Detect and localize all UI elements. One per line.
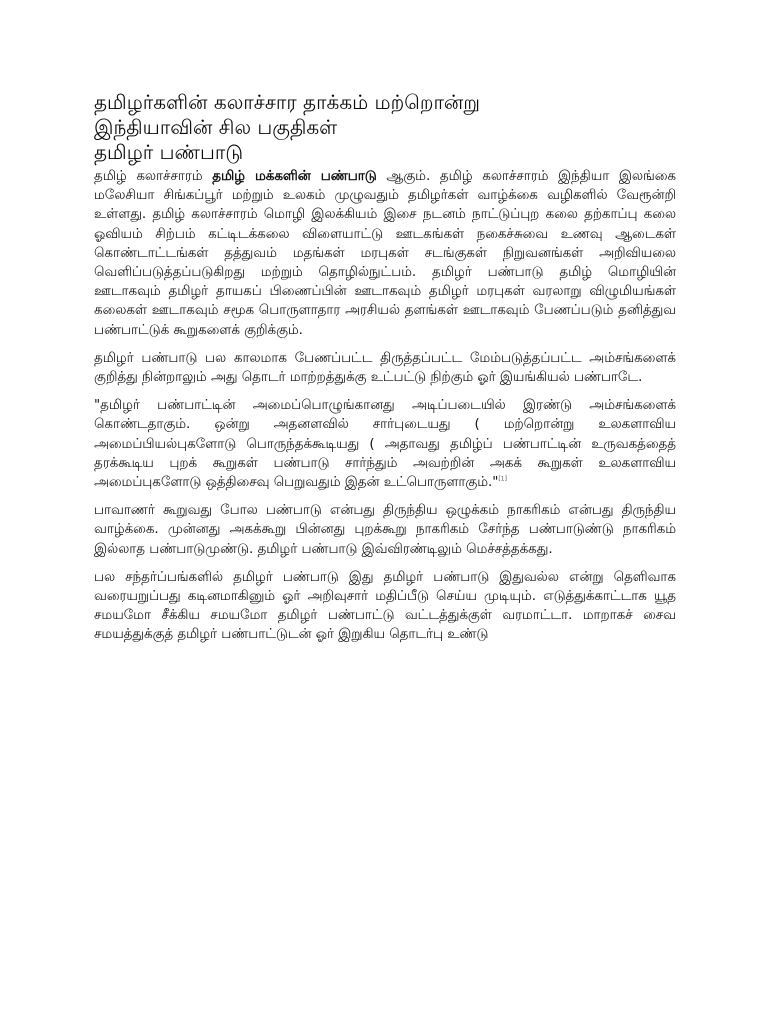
document-body [94, 90, 676, 654]
paragraph-quote [94, 396, 676, 492]
paragraph-paavanar: பாவாணர் கூறுவது போல பண்பாடு என்பது திருந்திய ஒழுக்கம் நாகரிகம் என்பது திருந்திய வாழ்க்கை. முன்னது அகக்கூறு பின்னது புறக்கூறு நாகரிகம் சேர்ந்த பண்பாடுண்டு நாகரிகம் இல்லாத பண்பாடுமுண்டு. தமிழர் பண்பாடு இவ்விரண்டிலும் மெச்சத்தக்கது. [94, 503, 676, 557]
paragraph-evolving-culture: தமிழர் பண்பாடு பல காலமாக பேணப்பட்ட திருத்தப்பட்ட மேம்படுத்தப்பட்ட அம்சங்களைக் குறித்து நின்றாலும் அது தொடர் மாற்றத்துக்கு உட்பட்டு நிற்கும் ஓர் இயங்கியல் பண்பாடே. [94, 350, 676, 386]
page-title: தமிழர்களின் கலாச்சார தாக்கம் மற்றொன்று [94, 90, 481, 114]
intro-text-rest: ஆகும். தமிழ் கலாச்சாரம் இந்தியா இலங்கை மலேசியா சிங்கப்பூர் மற்றும் உலகம் முழுவதும் தமிழர்கள் வாழ்க்கை வழிகளில் வேரூன்றி உள்ளது. தமிழ் கலாச்சாரம் மொழி இலக்கியம் இசை நடனம் நாட்டுப்புற கலை தற்காப்பு கலை ஓவியம் சிற்பம் கட்டிடக்கலை விளையாட்டு ஊடகங்கள் நகைச்சுவை உணவு ஆடைகள் கொண்டாட்டங்கள் தத்துவம் மதங்கள் மரபுகள் சடங்குகள் நிறுவனங்கள் அறிவியலை வெளிப்படுத்தப்படுகிறது மற்றும் தொழில்நுட்பம். தமிழர் பண்பாடு தமிழ் மொழியின் ஊடாகவும் தமிழர் தாயகப் பிணைப்பின் ஊடாகவும் தமிழர் மரபுகள் வரலாறு விழுமியங்கள் கலைகள் ஊடாகவும் சமூக பொருளாதார அரசியல் தளங்கள் ஊடாகவும் பேணப்படும் தனித்துவ பண்பாட்டுக் கூறுகளைக் குறிக்கும். [94, 169, 676, 338]
quote-text: "தமிழர் பண்பாட்டின் அமைப்பொழுங்கானது அடிப்படையில் இரண்டு அம்சங்களைக் கொண்டதாகும். ஒன்று அதனளவில் சார்புடையது ( மற்றொன்று உலகளாவிய அமைப்பியல்புகளோடு பொருந்தக்கூடியது ( அதாவது தமிழ்ப் பண்பாட்டின் உருவகத்தைத் தரக்கூடிய புறக் கூறுகள் பண்பாடு சார்ந்தும் அவற்றின் அகக் கூறுகள் உலகளாவிய அமைப்புகளோடு ஒத்திசைவு பெறுவதும் இதன் உட்பொருளாகும்." [94, 398, 676, 491]
citation-ref-link[interactable]: [1] [498, 475, 507, 483]
heading-block [94, 90, 676, 165]
page-subtitle: இந்தியாவின் சில பகுதிகள் [94, 115, 338, 139]
paragraph-intro [94, 167, 676, 340]
intro-text-start: தமிழ் கலாச்சாரம் [94, 169, 213, 184]
paragraph-religion: பல சந்தர்ப்பங்களில் தமிழர் பண்பாடு இது தமிழர் பண்பாடு இதுவல்ல என்று தெளிவாக வரையறுப்பது கடினமாகினும் ஓர் அறிவுசார் மதிப்பீடு செய்ய முடியும். எடுத்துக்காட்டாக யூத சமயமோ சீக்கிய சமயமோ தமிழர் பண்பாட்டு வட்டத்துக்குள் வரமாட்டா. மாறாகச் சைவ சமயத்துக்குத் தமிழர் பண்பாட்டுடன் ஓர் இறுகிய தொடர்பு உண்டு [94, 569, 676, 643]
intro-bold-term: தமிழ் மக்களின் பண்பாடு [212, 169, 377, 184]
section-heading: தமிழர் பண்பாடு [94, 140, 244, 164]
